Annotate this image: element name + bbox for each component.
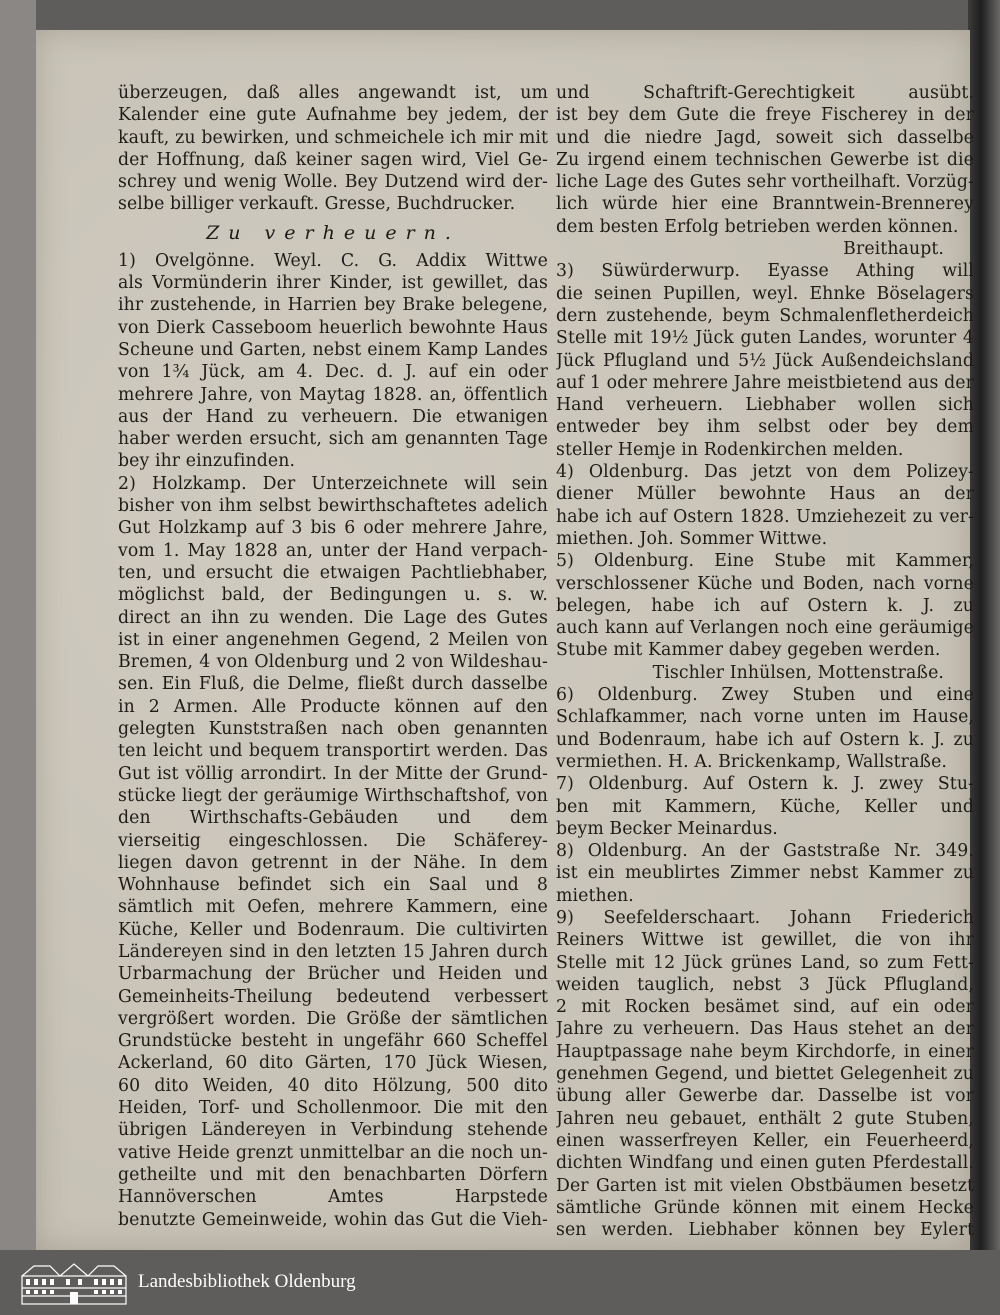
text-line: auf 1 oder mehrere Jahre meistbietend aus der xyxy=(556,372,974,393)
text-line: habe ich auf Ostern 1828. Umziehezeit zu ver- xyxy=(556,506,974,527)
text-line: Breithaupt. xyxy=(843,239,944,260)
text-line: überzeugen, daß alles angewandt ist, um xyxy=(118,83,548,103)
text-line: dern zustehende, beym Schmalenfletherdeich xyxy=(556,305,974,326)
text-line: Heiden, Torf- und Schollenmoor. Die mit den xyxy=(118,1098,548,1119)
text-line: aus der Hand zu verheuern. Die etwanigen xyxy=(118,406,548,427)
text-line: vierseitig eingeschlossen. Die Schäferey- xyxy=(118,830,548,851)
text-line: Gut Holzkamp auf 3 bis 6 oder mehrere Jahre, xyxy=(118,518,548,539)
text-line: Grundstücke besteht in ungefähr 660 Scheffel xyxy=(118,1031,548,1052)
text-line: stücke liegt der geräumige Wirthschaftshof, von xyxy=(118,785,548,806)
text-line: getheilte und mit den benachbarten Dörfern xyxy=(118,1164,548,1185)
text-line: schrey und wenig Wolle. Bey Dutzend wird der- xyxy=(118,172,548,193)
text-line: 4) Oldenburg. Das jetzt von dem Polizey- xyxy=(556,462,974,483)
text-line: sämtlich mit Oefen, mehrere Kammern, eine xyxy=(118,897,548,918)
text-line: lich würde hier eine Branntwein-Brennerey xyxy=(556,194,974,215)
text-line: Schlafkammer, nach vorne unten im Hause, xyxy=(556,707,974,728)
text-line: Jahre zu verheuern. Das Haus stehet an der xyxy=(556,1019,974,1040)
text-line: und die niedre Jagd, soweit sich dasselbe xyxy=(556,127,974,148)
text-line: möglichst bald, der Bedingungen u. s. w. xyxy=(118,585,548,606)
text-line: bey ihr einzufinden. xyxy=(118,451,296,472)
text-line: vermiethen. H. A. Brickenkamp, Wallstraße. xyxy=(556,751,947,772)
text-line: Stube mit Kammer dabey gegeben werden. xyxy=(556,640,941,661)
right-text-column xyxy=(556,82,974,1241)
text-line: verschlossener Küche und Boden, nach vorne xyxy=(556,573,974,594)
section-heading: Zu verheuern. xyxy=(206,221,460,244)
text-line: bisher von ihm selbst bewirthschaftetes adelich xyxy=(118,496,548,517)
text-line: Scheune und Garten, nebst einem Kamp Landes xyxy=(118,339,548,360)
text-line: als Vormünderin ihrer Kinder, ist gewillet, das xyxy=(118,273,548,294)
scan-border-left xyxy=(0,0,36,1250)
text-line: ist ein meublirtes Zimmer nebst Kammer zu xyxy=(556,863,974,884)
text-line: der Hoffnung, daß keiner sagen wird, Viel Ge- xyxy=(118,149,548,170)
text-line: Gut ist völlig arrondirt. In der Mitte der Grund- xyxy=(118,763,548,784)
text-line: diener Müller bewohnte Haus an der xyxy=(556,484,974,505)
text-line: 9) Seefelderschaart. Johann Friederich xyxy=(556,907,974,928)
text-line: Gemeinheits-Theilung bedeutend verbessert xyxy=(118,986,548,1007)
text-line: liche Lage des Gutes sehr vortheilhaft. Vorzüg- xyxy=(556,172,974,193)
text-line: 2 mit Rocken besämet sind, auf ein oder xyxy=(556,997,974,1018)
text-line: Hannöverschen Amtes Harpstede xyxy=(118,1187,548,1208)
library-name: Landesbibliothek Oldenburg xyxy=(138,1271,356,1292)
text-line: selbe billiger verkauft. Gresse, Buchdrucker. xyxy=(118,194,516,215)
text-line: miethen. xyxy=(556,885,634,906)
text-line: 7) Oldenburg. Auf Ostern k. J. zwey Stu- xyxy=(556,774,974,795)
text-line: Tischler Inhülsen, Mottenstraße. xyxy=(652,662,944,683)
text-line: Urbarmachung der Brücher und Heiden und xyxy=(118,964,548,985)
text-line: sämtliche Gründe können mit einem Hecke xyxy=(556,1197,974,1218)
text-line: Der Garten ist mit vielen Obstbäumen besetzt xyxy=(556,1175,974,1196)
text-line: kauft, zu bewirken, und schmeichele ich mir mit xyxy=(118,127,548,148)
text-line: und Bodenraum, habe ich auf Ostern k. J. zu xyxy=(556,729,974,750)
text-line: Bremen, 4 von Oldenburg und 2 von Wildeshau- xyxy=(118,652,548,673)
text-line: 2) Holzkamp. Der Unterzeichnete will sein xyxy=(118,473,548,494)
text-line: Jück Pflugland und 5½ Jück Außendeichsland xyxy=(556,350,974,371)
text-line: einen wasserfreyen Keller, ein Feuerheerd, xyxy=(556,1130,974,1151)
text-line: sen werden. Liebhaber können bey Eylert xyxy=(556,1220,974,1241)
text-line: Stelle mit 19½ Jück guten Landes, worunter 4 xyxy=(556,328,974,349)
text-line: die seinen Pupillen, weyl. Ehnke Böselagers xyxy=(556,283,974,304)
text-line: Ackerland, 60 dito Gärten, 170 Jück Wiesen, xyxy=(118,1053,548,1074)
text-line: entweder bey ihm selbst oder bey dem xyxy=(556,417,974,438)
text-line: übrigen Ländereyen in Verbindung stehende xyxy=(118,1120,548,1141)
text-line: Jahren neu gebauet, enthält 2 gute Stuben, xyxy=(556,1108,974,1129)
text-line: Küche, Keller und Bodenraum. Die cultivirten xyxy=(118,919,548,940)
text-line: den Wirthschafts-Gebäuden und dem xyxy=(118,808,548,829)
text-line: Stelle mit 12 Jück grünes Land, so zum Fett- xyxy=(556,952,974,973)
text-line: dichten Windfang und einen guten Pferdestall. xyxy=(556,1153,974,1174)
text-line: steller Hemje in Rodenkirchen melden. xyxy=(556,439,904,460)
text-line: ben mit Kammern, Küche, Keller und xyxy=(556,796,974,817)
text-line: und Schaftrift-Gerechtigkeit ausübt. xyxy=(556,83,974,103)
text-line: weiden tauglich, nebst 3 Jück Pflugland, xyxy=(556,974,974,995)
text-line: Zu irgend einem technischen Gewerbe ist die xyxy=(556,149,974,170)
text-line: 60 dito Weiden, 40 dito Hölzung, 500 dito xyxy=(118,1075,548,1096)
text-line: benutzte Gemeinweide, wohin das Gut die Vieh- xyxy=(118,1209,548,1230)
text-line: ist bey dem Gute die freye Fischerey in der xyxy=(556,105,974,126)
text-line: beym Becker Meinardus. xyxy=(556,818,778,839)
text-line: 8) Oldenburg. An der Gaststraße Nr. 349. xyxy=(556,841,974,862)
text-line: 6) Oldenburg. Zwey Stuben und eine xyxy=(556,685,974,706)
footer-bar xyxy=(0,1250,1000,1315)
text-line: ihr zustehende, in Harrien bey Brake belegene, xyxy=(118,295,548,316)
text-line: Kalender eine gute Aufnahme bey jedem, der xyxy=(118,105,548,126)
text-line: 5) Oldenburg. Eine Stube mit Kammer, xyxy=(556,551,974,572)
library-building-icon xyxy=(20,1262,128,1306)
text-line: dem besten Erfolg betrieben werden können. xyxy=(556,216,959,237)
text-line: 1) Ovelgönne. Weyl. C. G. Addix Wittwe xyxy=(118,250,548,271)
text-line: direct an ihn zu wenden. Die Lage des Gutes xyxy=(118,607,548,628)
text-line: Reiners Wittwe ist gewillet, die von ihr xyxy=(556,930,974,951)
left-text-column xyxy=(118,82,548,1231)
text-line: mehrere Jahre, von Maytag 1828. an, öffentlich xyxy=(118,384,548,405)
text-line: liegen davon getrennt in der Nähe. In dem xyxy=(118,852,548,873)
text-line: ist in einer angenehmen Gegend, 2 Meilen von xyxy=(118,629,548,650)
text-line: Wohnhause befindet sich ein Saal und 8 xyxy=(118,875,548,896)
text-line: vergrößert worden. Die Größe der sämtlichen xyxy=(118,1008,548,1029)
text-line: übung aller Gewerbe dar. Dasselbe ist vor xyxy=(556,1086,974,1107)
text-line: ten, und ersucht die etwaigen Pachtliebhaber, xyxy=(118,562,548,583)
text-line: vative Heide grenzt unmittelbar an die noch un- xyxy=(118,1142,548,1163)
text-line: von Dierk Casseboom heuerlich bewohnte Haus xyxy=(118,317,548,338)
text-line: gelegten Kunststraßen nach oben genannten xyxy=(118,719,548,740)
text-line: sen. Ein Fluß, die Delme, fließt durch dasselbe xyxy=(118,674,548,695)
text-line: miethen. Joh. Sommer Wittwe. xyxy=(556,528,828,549)
text-line: Hand verheuern. Liebhaber wollen sich xyxy=(556,395,974,416)
text-line: ten leicht und bequem transportirt werden. Das xyxy=(118,741,548,762)
text-line: belegen, habe ich auf Ostern k. J. zu xyxy=(556,595,974,616)
text-line: genehmen Gegend, und biettet Gelegenheit zu xyxy=(556,1064,974,1085)
text-line: haber werden ersucht, sich am genannten Tage xyxy=(118,429,548,450)
scan-border-top xyxy=(0,0,1000,30)
text-line: auch kann auf Verlangen noch eine geräumige xyxy=(556,618,974,639)
text-line: Ländereyen sind in den letzten 15 Jahren durch xyxy=(118,941,548,962)
text-line: 3) Süwürderwurp. Eyasse Athing will xyxy=(556,261,974,282)
text-line: von 1¾ Jück, am 4. Dec. d. J. auf ein oder xyxy=(118,362,548,383)
text-line: in 2 Armen. Alle Producte können auf den xyxy=(118,696,548,717)
text-line: vom 1. May 1828 an, unter der Hand verpach- xyxy=(118,540,548,561)
text-line: Hauptpassage nahe beym Kirchdorfe, in einer xyxy=(556,1041,974,1062)
